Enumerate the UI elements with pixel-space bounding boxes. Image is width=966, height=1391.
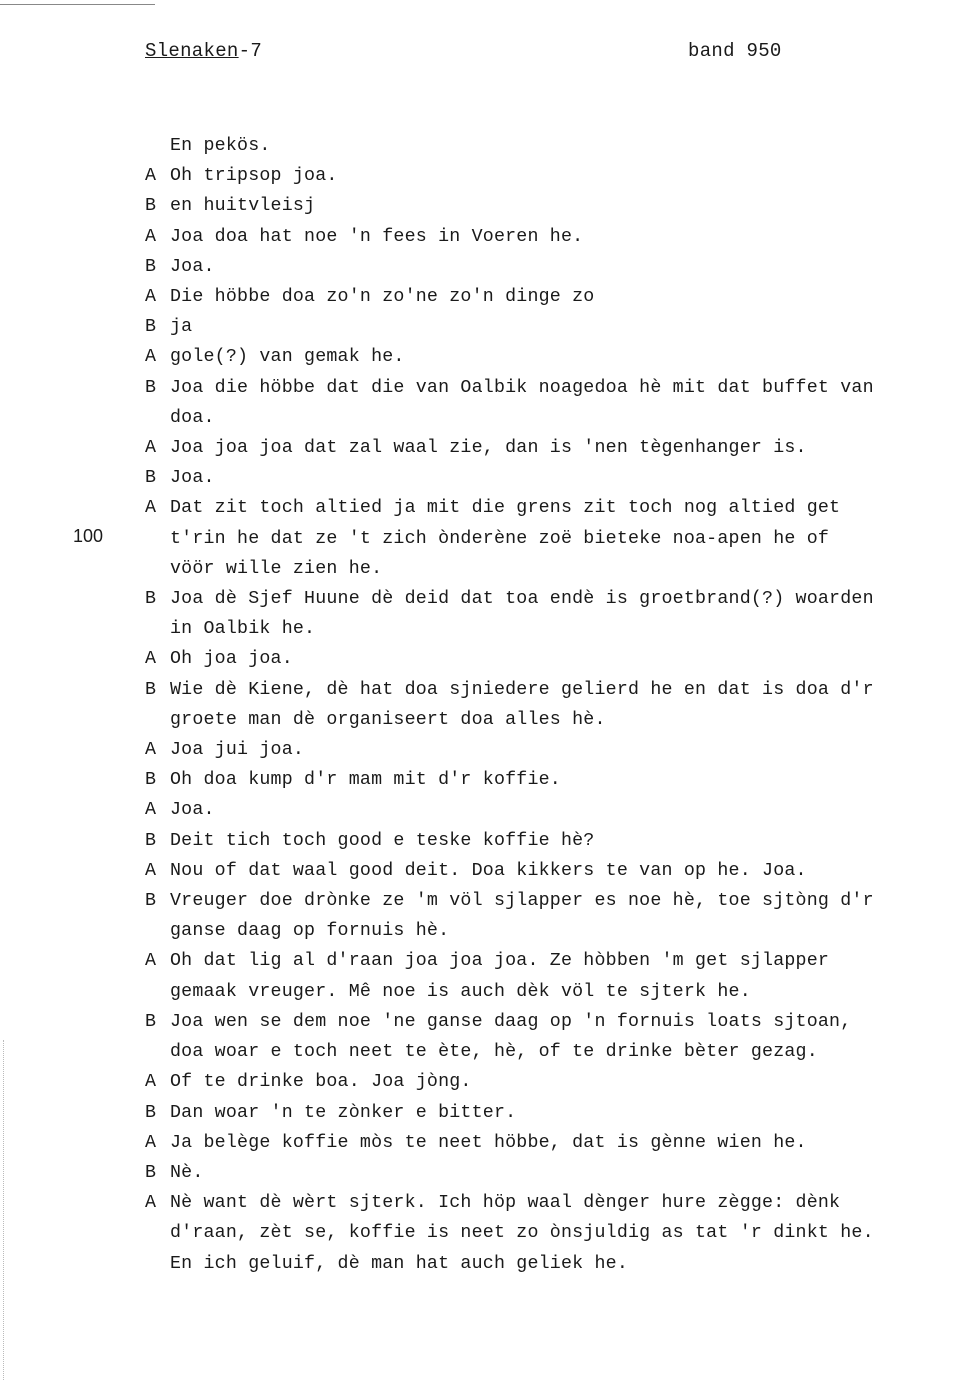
speaker-label: B [145,468,157,489]
place-name: Slenaken [145,40,239,62]
dialogue-turn [145,946,957,1006]
utterance-line: Wie dè Kiene, dè hat doa sjniedere gelierd he en dat is doa d'r [170,679,874,700]
utterance-text [170,191,957,221]
utterance-line: gole(?) van gemak he. [170,347,405,368]
utterance-text [170,1158,957,1188]
speaker-label: B [145,589,157,610]
utterance-text [170,795,957,825]
dialogue-turn [145,826,957,856]
margin-mark [3,1040,6,1380]
speaker-label: B [145,830,157,851]
speaker-label: A [145,951,157,972]
utterance-line: Nè want dè wèrt sjterk. Ich höp waal dènger hure zègge: dènk [170,1193,841,1214]
utterance-line: en huitvleisj [170,196,316,217]
utterance-line: vöör wille zien he. [170,558,383,579]
dialogue-turn [145,252,957,282]
dialogue-turn [145,222,957,252]
utterance-text [170,312,957,342]
utterance-line: Dat zit toch altied ja mit die grens zit toch nog altied get [170,498,841,519]
utterance-line: Joa jui joa. [170,740,305,761]
speaker-label: B [145,196,157,217]
utterance-line: Vreuger doe drònke ze 'm völ sjlapper es noe hè, toe sjtòng d'r [170,891,874,912]
dialogue-turn [145,342,957,372]
dialogue-turn [145,282,957,312]
dialogue-turn [145,675,957,735]
utterance-text [170,856,957,886]
utterance-line: Joa. [170,468,215,489]
speaker-label: B [145,770,157,791]
utterance-text [170,1098,957,1128]
utterance-line: Oh dat lig al d'raan joa joa joa. Ze hòbben 'm get sjlapper [170,951,830,972]
speaker-label: A [145,287,157,308]
utterance-text [170,161,957,191]
dialogue-turn [145,373,957,433]
speaker-label: B [145,256,157,277]
utterance-line: doa. [170,407,215,428]
speaker-label: B [145,1162,157,1183]
speaker-label: B [145,317,157,338]
utterance-line: Oh joa joa. [170,649,293,670]
utterance-text [170,584,957,644]
speaker-label: A [145,1132,157,1153]
utterance-line: ganse daag op fornuis hè. [170,921,450,942]
dialogue-turn [145,856,957,886]
dialogue-turn [145,1158,957,1188]
utterance-line: Oh doa kump d'r mam mit d'r koffie. [170,770,561,791]
dialogue-turn [145,1128,957,1158]
utterance-line: Of te drinke boa. Joa jòng. [170,1072,472,1093]
speaker-label: B [145,1102,157,1123]
utterance-line: Die höbbe doa zo'n zo'ne zo'n dinge zo [170,287,595,308]
page-header-title [145,40,262,62]
utterance-line: En pekös. [170,136,271,156]
utterance-line: Joa. [170,800,215,821]
utterance-line: Nou of dat waal good deit. Doa kikkers te van op he. Joa. [170,860,807,881]
utterance-text [170,131,957,161]
utterance-line: d'raan, zèt se, koffie is neet zo ònsjuldig as tat 'r dinkt he. [170,1223,874,1244]
utterance-line: ja [170,317,193,338]
speaker-label: A [145,166,157,187]
speaker-label: A [145,1072,157,1093]
utterance-text [170,1128,957,1158]
dialogue-turn [145,795,957,825]
dialogue-turn [145,463,957,493]
dialogue-turn [145,584,957,644]
utterance-text [170,342,957,372]
utterance-line: Joa. [170,256,215,277]
utterance-line: gemaak vreuger. Mê noe is auch dèk völ te sjterk he. [170,981,751,1002]
place-suffix: -7 [238,40,263,62]
utterance-text [170,463,957,493]
dialogue-turn [145,493,957,584]
speaker-label: B [145,377,157,398]
utterance-line: Joa joa joa dat zal waal zie, dan is 'nen tègenhanger is. [170,438,807,459]
dialogue-turn [145,161,957,191]
utterance-line: in Oalbik he. [170,619,316,640]
dialogue-turn [145,312,957,342]
utterance-text [170,493,957,584]
dialogue-turn [145,735,957,765]
speaker-label [145,131,170,161]
utterance-line: doa woar e toch neet te ète, hè, of te drinke bèter gezag. [170,1042,818,1063]
speaker-label: B [145,891,157,912]
transcript-body [145,131,957,1279]
speaker-label: A [145,347,157,368]
dialogue-turn [145,131,957,161]
utterance-line: En ich geluif, dè man hat auch geliek he. [170,1253,628,1274]
utterance-text [170,252,957,282]
speaker-label: A [145,649,157,670]
utterance-text [170,433,957,463]
speaker-label: A [145,860,157,881]
margin-line-number: 100 [73,526,104,546]
speaker-label: A [145,438,157,459]
dialogue-turn [145,1007,957,1067]
dialogue-turn [145,1098,957,1128]
speaker-label: B [145,679,157,700]
utterance-text [170,1188,957,1279]
speaker-label: A [145,1193,157,1214]
utterance-text [170,826,957,856]
speaker-label: A [145,800,157,821]
utterance-text [170,644,957,674]
dialogue-turn [145,191,957,221]
utterance-line: Joa dè Sjef Huune dè deid dat toa endè is groetbrand(?) woarden [170,589,874,610]
utterance-line: Joa die höbbe dat die van Oalbik noagedoa hè mit dat buffet van [170,377,874,398]
utterance-line: Deit tich toch good e teske koffie hè? [170,830,595,851]
utterance-line: groete man dè organiseert doa alles hè. [170,709,606,730]
utterance-text [170,886,957,946]
utterance-text [170,765,957,795]
utterance-text [170,373,957,433]
speaker-label: A [145,740,157,761]
dialogue-turn [145,886,957,946]
speaker-label: A [145,498,157,519]
utterance-text [170,735,957,765]
utterance-line: Joa wen se dem noe 'ne ganse daag op 'n fornuis loats sjtoan, [170,1011,852,1032]
speaker-label: A [145,226,157,247]
utterance-line: Joa doa hat noe 'n fees in Voeren he. [170,226,584,247]
dialogue-turn [145,433,957,463]
utterance-text [170,1007,957,1067]
speaker-label: B [145,1011,157,1032]
top-rule [0,4,155,5]
utterance-line: Dan woar 'n te zònker e bitter. [170,1102,517,1123]
utterance-line: Nè. [170,1162,204,1183]
utterance-text [170,222,957,252]
utterance-line: t'rin he dat ze 't zich ònderène zoë bieteke noa-apen he of [170,528,830,549]
tape-number: band 950 [688,40,782,62]
dialogue-turn [145,765,957,795]
utterance-line: Ja belège koffie mòs te neet höbbe, dat is gènne wien he. [170,1132,807,1153]
utterance-text [170,1067,957,1097]
utterance-text [170,282,957,312]
utterance-text [170,946,957,1006]
utterance-line: Oh tripsop joa. [170,166,338,187]
dialogue-turn [145,644,957,674]
dialogue-turn [145,1067,957,1097]
dialogue-turn [145,1188,957,1279]
utterance-text [170,675,957,735]
